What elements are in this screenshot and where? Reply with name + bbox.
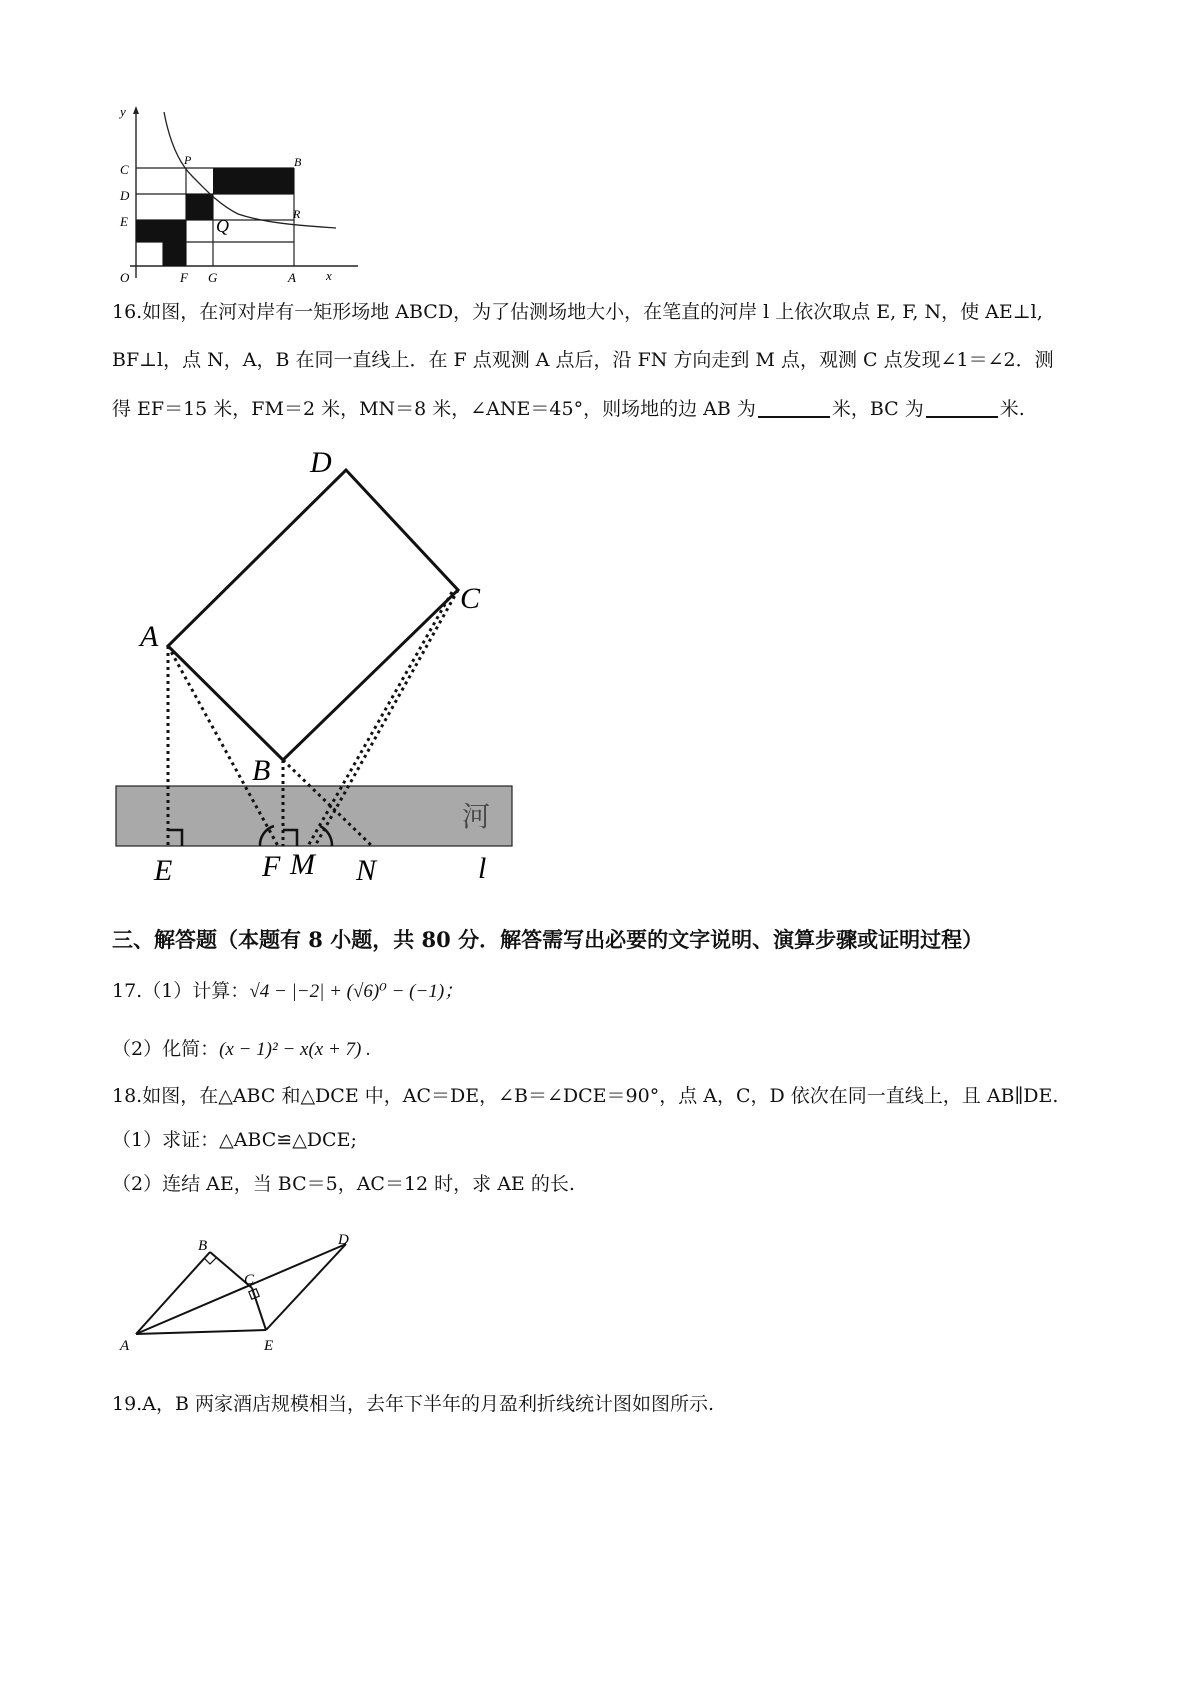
answer-blank-ab[interactable] bbox=[758, 398, 830, 418]
fig18-label-c: C bbox=[244, 1272, 255, 1288]
q18-line-1: 18.如图，在△ABC 和△DCE 中，AC＝DE，∠B＝∠DCE＝90°，点 A，C，D 依次在同一直线上，且 AB∥DE. bbox=[112, 1085, 1059, 1107]
fig16-label-b: B bbox=[252, 754, 271, 787]
fig15-label-y: y bbox=[120, 104, 126, 119]
fig18-label-b: B bbox=[198, 1238, 208, 1254]
fig15-label-d: D bbox=[120, 188, 130, 203]
fig16-label-f: F bbox=[262, 850, 281, 883]
fig16-label-l: l bbox=[478, 852, 487, 885]
q17-part-2-prefix: （2）化简： bbox=[112, 1038, 220, 1060]
fig16-label-e: E bbox=[154, 854, 173, 887]
q16-line-3-c: 米. bbox=[999, 398, 1025, 420]
figure-q15-grid bbox=[118, 104, 368, 284]
fig15-label-b: B bbox=[294, 155, 302, 169]
fig18-label-d: D bbox=[338, 1232, 349, 1248]
q18-line-3: （2）连结 AE，当 BC＝5，AC＝12 时，求 AE 的长. bbox=[112, 1173, 575, 1195]
figure-q16-river bbox=[110, 440, 570, 900]
q17-part-1-expr: √4 − |−2| + (√6)⁰ − (−1)； bbox=[249, 981, 464, 1002]
fig16-label-n: N bbox=[356, 854, 377, 887]
fig15-label-q: Q bbox=[216, 216, 229, 236]
q17-part-2-expr: (x − 1)² − x(x + 7) . bbox=[219, 1039, 371, 1060]
q16-line-2: BF⊥l，点 N，A，B 在同一直线上．在 F 点观测 A 点后，沿 FN 方向走到 M 点，观测 C 点发现∠1＝∠2．测 bbox=[112, 349, 1054, 371]
fig15-label-a: A bbox=[288, 270, 296, 284]
fig15-label-r: R bbox=[293, 207, 301, 221]
fig18-label-e: E bbox=[264, 1338, 274, 1354]
q16-line-1: 16.如图，在河对岸有一矩形场地 ABCD，为了估测场地大小，在笔直的河岸 l 上依次取点 E, F, N，使 AE⊥l, bbox=[112, 301, 1043, 323]
q16-line-3 bbox=[112, 398, 1025, 419]
section-3-heading: 三、解答题（本题有 8 小题，共 80 分．解答需写出必要的文字说明、演算步骤或证明过程） bbox=[112, 927, 984, 952]
fig15-label-x: x bbox=[326, 268, 332, 283]
q16-line-3-b: 米，BC 为 bbox=[831, 398, 924, 420]
q18-line-2: （1）求证：△ABC≌△DCE; bbox=[112, 1129, 357, 1151]
fig16-label-d: D bbox=[310, 446, 332, 479]
q19-line-1: 19.A，B 两家酒店规模相当，去年下半年的月盈利折线统计图如图所示. bbox=[112, 1393, 714, 1415]
q17-part-1-prefix: 17.（1）计算： bbox=[112, 980, 250, 1002]
q17-part-2 bbox=[112, 1034, 371, 1061]
fig15-label-e: E bbox=[120, 214, 128, 229]
answer-blank-bc[interactable] bbox=[926, 398, 998, 418]
fig16-label-a: A bbox=[140, 620, 159, 653]
fig15-label-g: G bbox=[208, 270, 218, 284]
fig16-label-m: M bbox=[290, 848, 315, 881]
fig18-label-a: A bbox=[120, 1338, 130, 1354]
fig15-label-c: C bbox=[120, 162, 129, 177]
fig15-label-o: O bbox=[120, 270, 130, 284]
figure-q18-triangles bbox=[116, 1226, 366, 1366]
fig15-label-p: P bbox=[184, 153, 192, 167]
fig15-label-f: F bbox=[180, 270, 188, 284]
q17-part-1 bbox=[112, 976, 463, 1003]
fig16-label-c: C bbox=[460, 582, 481, 615]
fig16-label-river: 河 bbox=[462, 802, 491, 833]
q16-line-3-a: 得 EF＝15 米，FM＝2 米，MN＝8 米，∠ANE＝45°，则场地的边 AB 为 bbox=[112, 398, 756, 420]
